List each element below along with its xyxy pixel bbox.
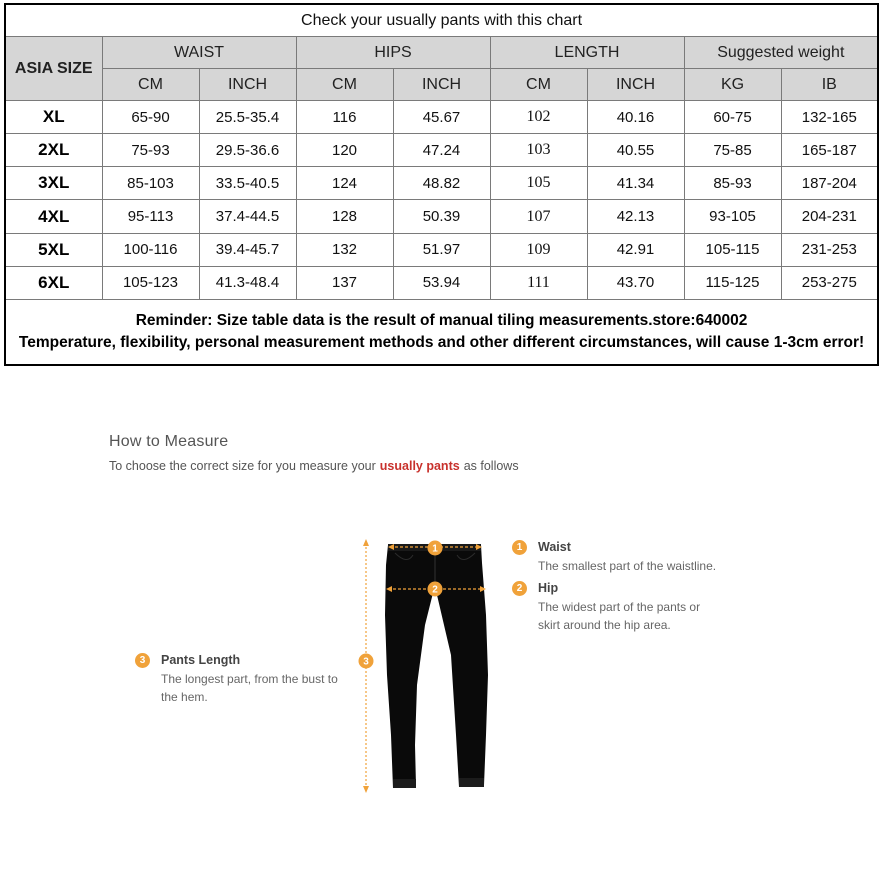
table-cell: 39.4-45.7: [199, 233, 296, 266]
table-cell: 116: [296, 101, 393, 134]
hip-desc-line: skirt around the hip area.: [538, 618, 671, 632]
hip-title: Hip: [538, 581, 559, 595]
table-row: [5, 167, 878, 200]
table-cell: 105: [490, 167, 587, 200]
waist-number-badge: 1: [512, 540, 527, 555]
table-cell: 105-115: [684, 233, 781, 266]
table-cell: 231-253: [781, 233, 878, 266]
table-cell: 53.94: [393, 266, 490, 299]
table-cell: 253-275: [781, 266, 878, 299]
table-cell: 42.91: [587, 233, 684, 266]
table-cell: 42.13: [587, 200, 684, 233]
how-to-measure-subtitle: [109, 459, 519, 473]
table-cell: 47.24: [393, 134, 490, 167]
table-cell: 128: [296, 200, 393, 233]
waist-description: [538, 557, 716, 575]
table-cell: 65-90: [102, 101, 199, 134]
unit-header: CM: [296, 69, 393, 101]
pants-cuff-left: [393, 779, 416, 788]
table-cell: 37.4-44.5: [199, 200, 296, 233]
pants-illustration: [355, 535, 495, 795]
table-cell: 109: [490, 233, 587, 266]
size-label-cell: 5XL: [5, 233, 102, 266]
subtitle-highlight: usually pants: [379, 459, 460, 473]
table-row: [5, 200, 878, 233]
table-row: [5, 134, 878, 167]
unit-header: INCH: [587, 69, 684, 101]
table-row: [5, 233, 878, 266]
size-label-cell: 2XL: [5, 134, 102, 167]
reminder-line-1: Reminder: Size table data is the result of manual tiling measurements.store:640002: [135, 311, 748, 329]
length-line-badge-num: 3: [363, 656, 369, 668]
hip-desc-line: The widest part of the pants or: [538, 600, 701, 614]
table-cell: 132-165: [781, 101, 878, 134]
table-cell: 29.5-36.6: [199, 134, 296, 167]
hip-number-badge: 2: [512, 581, 527, 596]
length-arrow-top: [363, 539, 369, 546]
table-cell: 100-116: [102, 233, 199, 266]
length-arrow-bottom: [363, 786, 369, 793]
table-cell: 75-93: [102, 134, 199, 167]
group-header-length: LENGTH: [490, 37, 684, 69]
waist-title: Waist: [538, 540, 571, 554]
table-cell: 51.97: [393, 233, 490, 266]
table-cell: 43.70: [587, 266, 684, 299]
pants-cuff-right: [459, 778, 484, 787]
size-chart-table: [4, 3, 879, 366]
table-cell: 85-93: [684, 167, 781, 200]
table-row: [5, 101, 878, 134]
unit-header: CM: [102, 69, 199, 101]
waist-desc-line: The smallest part of the waistline.: [538, 559, 717, 573]
length-desc-line: the hem.: [161, 690, 208, 704]
table-cell: 204-231: [781, 200, 878, 233]
group-header-waist: WAIST: [102, 37, 296, 69]
table-cell: 115-125: [684, 266, 781, 299]
size-label-cell: 4XL: [5, 200, 102, 233]
table-cell: 50.39: [393, 200, 490, 233]
table-cell: 165-187: [781, 134, 878, 167]
table-cell: 120: [296, 134, 393, 167]
reminder-note: [5, 299, 878, 365]
table-cell: 105-123: [102, 266, 199, 299]
table-cell: 93-105: [684, 200, 781, 233]
size-label-cell: 3XL: [5, 167, 102, 200]
table-cell: 33.5-40.5: [199, 167, 296, 200]
pants-shape: [385, 545, 488, 788]
table-cell: 137: [296, 266, 393, 299]
table-cell: 41.3-48.4: [199, 266, 296, 299]
unit-header: KG: [684, 69, 781, 101]
table-cell: 25.5-35.4: [199, 101, 296, 134]
unit-header: IB: [781, 69, 878, 101]
length-desc-line: The longest part, from the bust to: [161, 672, 338, 686]
how-to-measure-title: How to Measure: [109, 433, 229, 450]
table-cell: 102: [490, 101, 587, 134]
table-cell: 107: [490, 200, 587, 233]
table-cell: 40.16: [587, 101, 684, 134]
table-title: Check your usually pants with this chart: [5, 4, 878, 37]
unit-header: CM: [490, 69, 587, 101]
unit-header: INCH: [393, 69, 490, 101]
table-cell: 111: [490, 266, 587, 299]
table-cell: 187-204: [781, 167, 878, 200]
table-row: [5, 266, 878, 299]
table-cell: 85-103: [102, 167, 199, 200]
length-number-badge: 3: [135, 653, 150, 668]
length-description: [161, 670, 338, 706]
size-label-cell: 6XL: [5, 266, 102, 299]
waist-line-badge-num: 1: [432, 543, 438, 555]
table-cell: 95-113: [102, 200, 199, 233]
hip-line-badge-num: 2: [432, 584, 438, 596]
table-cell: 132: [296, 233, 393, 266]
group-header-hips: HIPS: [296, 37, 490, 69]
length-title: Pants Length: [161, 653, 241, 667]
table-cell: 124: [296, 167, 393, 200]
hip-description: [538, 598, 700, 634]
unit-header: INCH: [199, 69, 296, 101]
table-cell: 45.67: [393, 101, 490, 134]
group-header-weight: Suggested weight: [684, 37, 878, 69]
table-cell: 41.34: [587, 167, 684, 200]
size-label-cell: XL: [5, 101, 102, 134]
reminder-line-2: Temperature, flexibility, personal measurement methods and other different circumstances, will cause 1-3cm error!: [18, 333, 865, 351]
table-cell: 75-85: [684, 134, 781, 167]
asia-size-label: ASIA SIZE: [5, 37, 102, 101]
subtitle-text-end: as follows: [463, 459, 519, 473]
table-cell: 48.82: [393, 167, 490, 200]
table-cell: 103: [490, 134, 587, 167]
table-cell: 60-75: [684, 101, 781, 134]
subtitle-text: To choose the correct size for you measure your: [109, 459, 376, 473]
table-cell: 40.55: [587, 134, 684, 167]
